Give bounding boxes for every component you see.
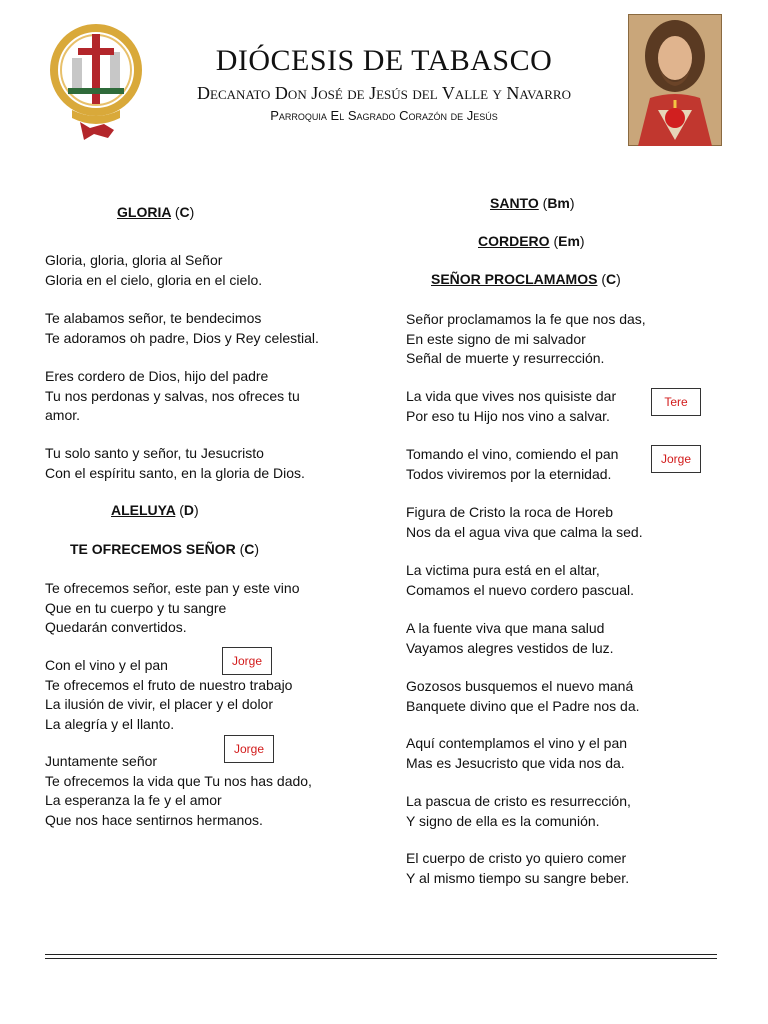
heading-ofrecemos-key: C bbox=[244, 541, 255, 557]
verse-line: Gloria, gloria, gloria al Señor bbox=[45, 252, 223, 268]
heading-santo-key: Bm bbox=[547, 195, 570, 211]
gloria-stanza-3 bbox=[45, 367, 300, 426]
verse-line: El cuerpo de cristo yo quiero comer bbox=[406, 850, 627, 866]
verse-line: Gozosos busquemos el nuevo maná bbox=[406, 678, 634, 694]
verse-line: Y signo de ella es la comunión. bbox=[406, 812, 600, 829]
diocese-title: DIÓCESIS DE TABASCO bbox=[215, 44, 553, 77]
deanery-subtitle: Decanato Don José de Jesús del Valle y Navarro bbox=[197, 83, 571, 103]
verse-line: La esperanza la fe y el amor bbox=[45, 792, 222, 808]
verse-line: Señal de muerte y resurrección. bbox=[406, 350, 605, 366]
heading-santo-name: SANTO bbox=[490, 195, 539, 211]
verse-line: Tu nos perdonas y salvas, nos ofreces tu bbox=[45, 387, 300, 404]
gloria-stanza-1 bbox=[45, 251, 262, 290]
verse-line: Te ofrecemos señor, este pan y este vino bbox=[45, 580, 300, 596]
verse-line: Vayamos alegres vestidos de luz. bbox=[406, 639, 614, 656]
proclamamos-stanza-2 bbox=[406, 387, 616, 426]
verse-line: La vida que vives nos quisiste dar bbox=[406, 388, 617, 404]
heading-proclamamos: SEÑOR PROCLAMAMOS (C) bbox=[431, 271, 621, 287]
ofrecemos-stanza-1 bbox=[45, 579, 299, 638]
verse-line: Que nos hace sentirnos hermanos. bbox=[45, 811, 263, 828]
heading-proclamamos-name: SEÑOR PROCLAMAMOS bbox=[431, 271, 598, 287]
heading-ofrecemos: TE OFRECEMOS SEÑOR (C) bbox=[70, 541, 260, 557]
verse-line: En este signo de mi salvador bbox=[406, 330, 586, 347]
verse-line: Con el espíritu santo, en la gloria de Dios. bbox=[45, 464, 305, 481]
proclamamos-stanza-9 bbox=[406, 792, 631, 831]
heading-gloria: GLORIA (C) bbox=[117, 204, 195, 220]
verse-line: Y al mismo tiempo su sangre beber. bbox=[406, 869, 630, 886]
verse-line: Juntamente señor bbox=[45, 753, 158, 769]
heading-cordero-key: Em bbox=[558, 233, 580, 249]
verse-line: Todos viviremos por la eternidad. bbox=[406, 465, 612, 482]
verse-line: Que en tu cuerpo y tu sangre bbox=[45, 599, 227, 616]
heading-gloria-key: C bbox=[179, 204, 190, 220]
verse-line: Te adoramos oh padre, Dios y Rey celestial. bbox=[45, 329, 319, 346]
heading-cordero: CORDERO (Em) bbox=[478, 233, 585, 249]
verse-line: Figura de Cristo la roca de Horeb bbox=[406, 504, 613, 520]
verse-line: La pascua de cristo es resurrección, bbox=[406, 793, 631, 809]
proclamamos-stanza-7 bbox=[406, 677, 640, 716]
verse-line: A la fuente viva que mana salud bbox=[406, 620, 605, 636]
verse-line: Nos da el agua viva que calma la sed. bbox=[406, 523, 643, 540]
heading-cordero-name: CORDERO bbox=[478, 233, 550, 249]
verse-line: La alegría y el llanto. bbox=[45, 715, 175, 732]
verse-line: Te ofrecemos la vida que Tu nos has dado, bbox=[45, 772, 312, 789]
singer-tag-tere: Tere bbox=[651, 388, 701, 416]
verse-line: Mas es Jesucristo que vida nos da. bbox=[406, 754, 625, 771]
gloria-stanza-2 bbox=[45, 309, 319, 348]
proclamamos-stanza-1 bbox=[406, 310, 646, 369]
heading-aleluya-key: D bbox=[183, 502, 194, 518]
verse-line: Por eso tu Hijo nos vino a salvar. bbox=[406, 407, 610, 424]
verse-line: Comamos el nuevo cordero pascual. bbox=[406, 581, 635, 598]
verse-line: La victima pura está en el altar, bbox=[406, 562, 600, 578]
verse-line: Tomando el vino, comiendo el pan bbox=[406, 446, 619, 462]
verse-line: Con el vino y el pan bbox=[45, 657, 168, 673]
proclamamos-stanza-6 bbox=[406, 619, 614, 658]
heading-proclamamos-key: C bbox=[606, 271, 617, 287]
verse-line: Gloria en el cielo, gloria en el cielo. bbox=[45, 271, 263, 288]
footer-divider bbox=[45, 954, 717, 959]
heading-gloria-name: GLORIA bbox=[117, 204, 171, 220]
heading-aleluya: ALELUYA (D) bbox=[111, 502, 199, 518]
proclamamos-stanza-4 bbox=[406, 503, 643, 542]
verse-line: Te ofrecemos el fruto de nuestro trabajo bbox=[45, 676, 293, 693]
proclamamos-stanza-3 bbox=[406, 445, 618, 484]
sacred-heart-portrait bbox=[628, 14, 722, 146]
singer-tag-jorge: Jorge bbox=[224, 735, 274, 763]
heading-ofrecemos-name: TE OFRECEMOS SEÑOR bbox=[70, 541, 236, 557]
singer-tag-jorge: Jorge bbox=[222, 647, 272, 675]
verse-line: Banquete divino que el Padre nos da. bbox=[406, 697, 640, 714]
gloria-stanza-4 bbox=[45, 444, 305, 483]
verse-line: amor. bbox=[45, 407, 81, 423]
parish-name: Parroquia El Sagrado Corazón de Jesús bbox=[270, 108, 498, 123]
verse-line: La ilusión de vivir, el placer y el dolor bbox=[45, 696, 274, 712]
heading-santo: SANTO (Bm) bbox=[490, 195, 575, 211]
verse-line: Quedarán convertidos. bbox=[45, 619, 187, 635]
verse-line: Señor proclamamos la fe que nos das, bbox=[406, 311, 646, 327]
proclamamos-stanza-10 bbox=[406, 849, 629, 888]
verse-line: Aquí contemplamos el vino y el pan bbox=[406, 735, 628, 751]
proclamamos-stanza-8 bbox=[406, 734, 627, 773]
verse-line: Tu solo santo y señor, tu Jesucristo bbox=[45, 445, 264, 461]
heading-aleluya-name: ALELUYA bbox=[111, 502, 176, 518]
proclamamos-stanza-5 bbox=[406, 561, 634, 600]
ofrecemos-stanza-3 bbox=[45, 752, 312, 830]
verse-line: Eres cordero de Dios, hijo del padre bbox=[45, 368, 269, 384]
verse-line: Te alabamos señor, te bendecimos bbox=[45, 310, 262, 326]
singer-tag-jorge: Jorge bbox=[651, 445, 701, 473]
diocese-logo bbox=[50, 18, 142, 148]
